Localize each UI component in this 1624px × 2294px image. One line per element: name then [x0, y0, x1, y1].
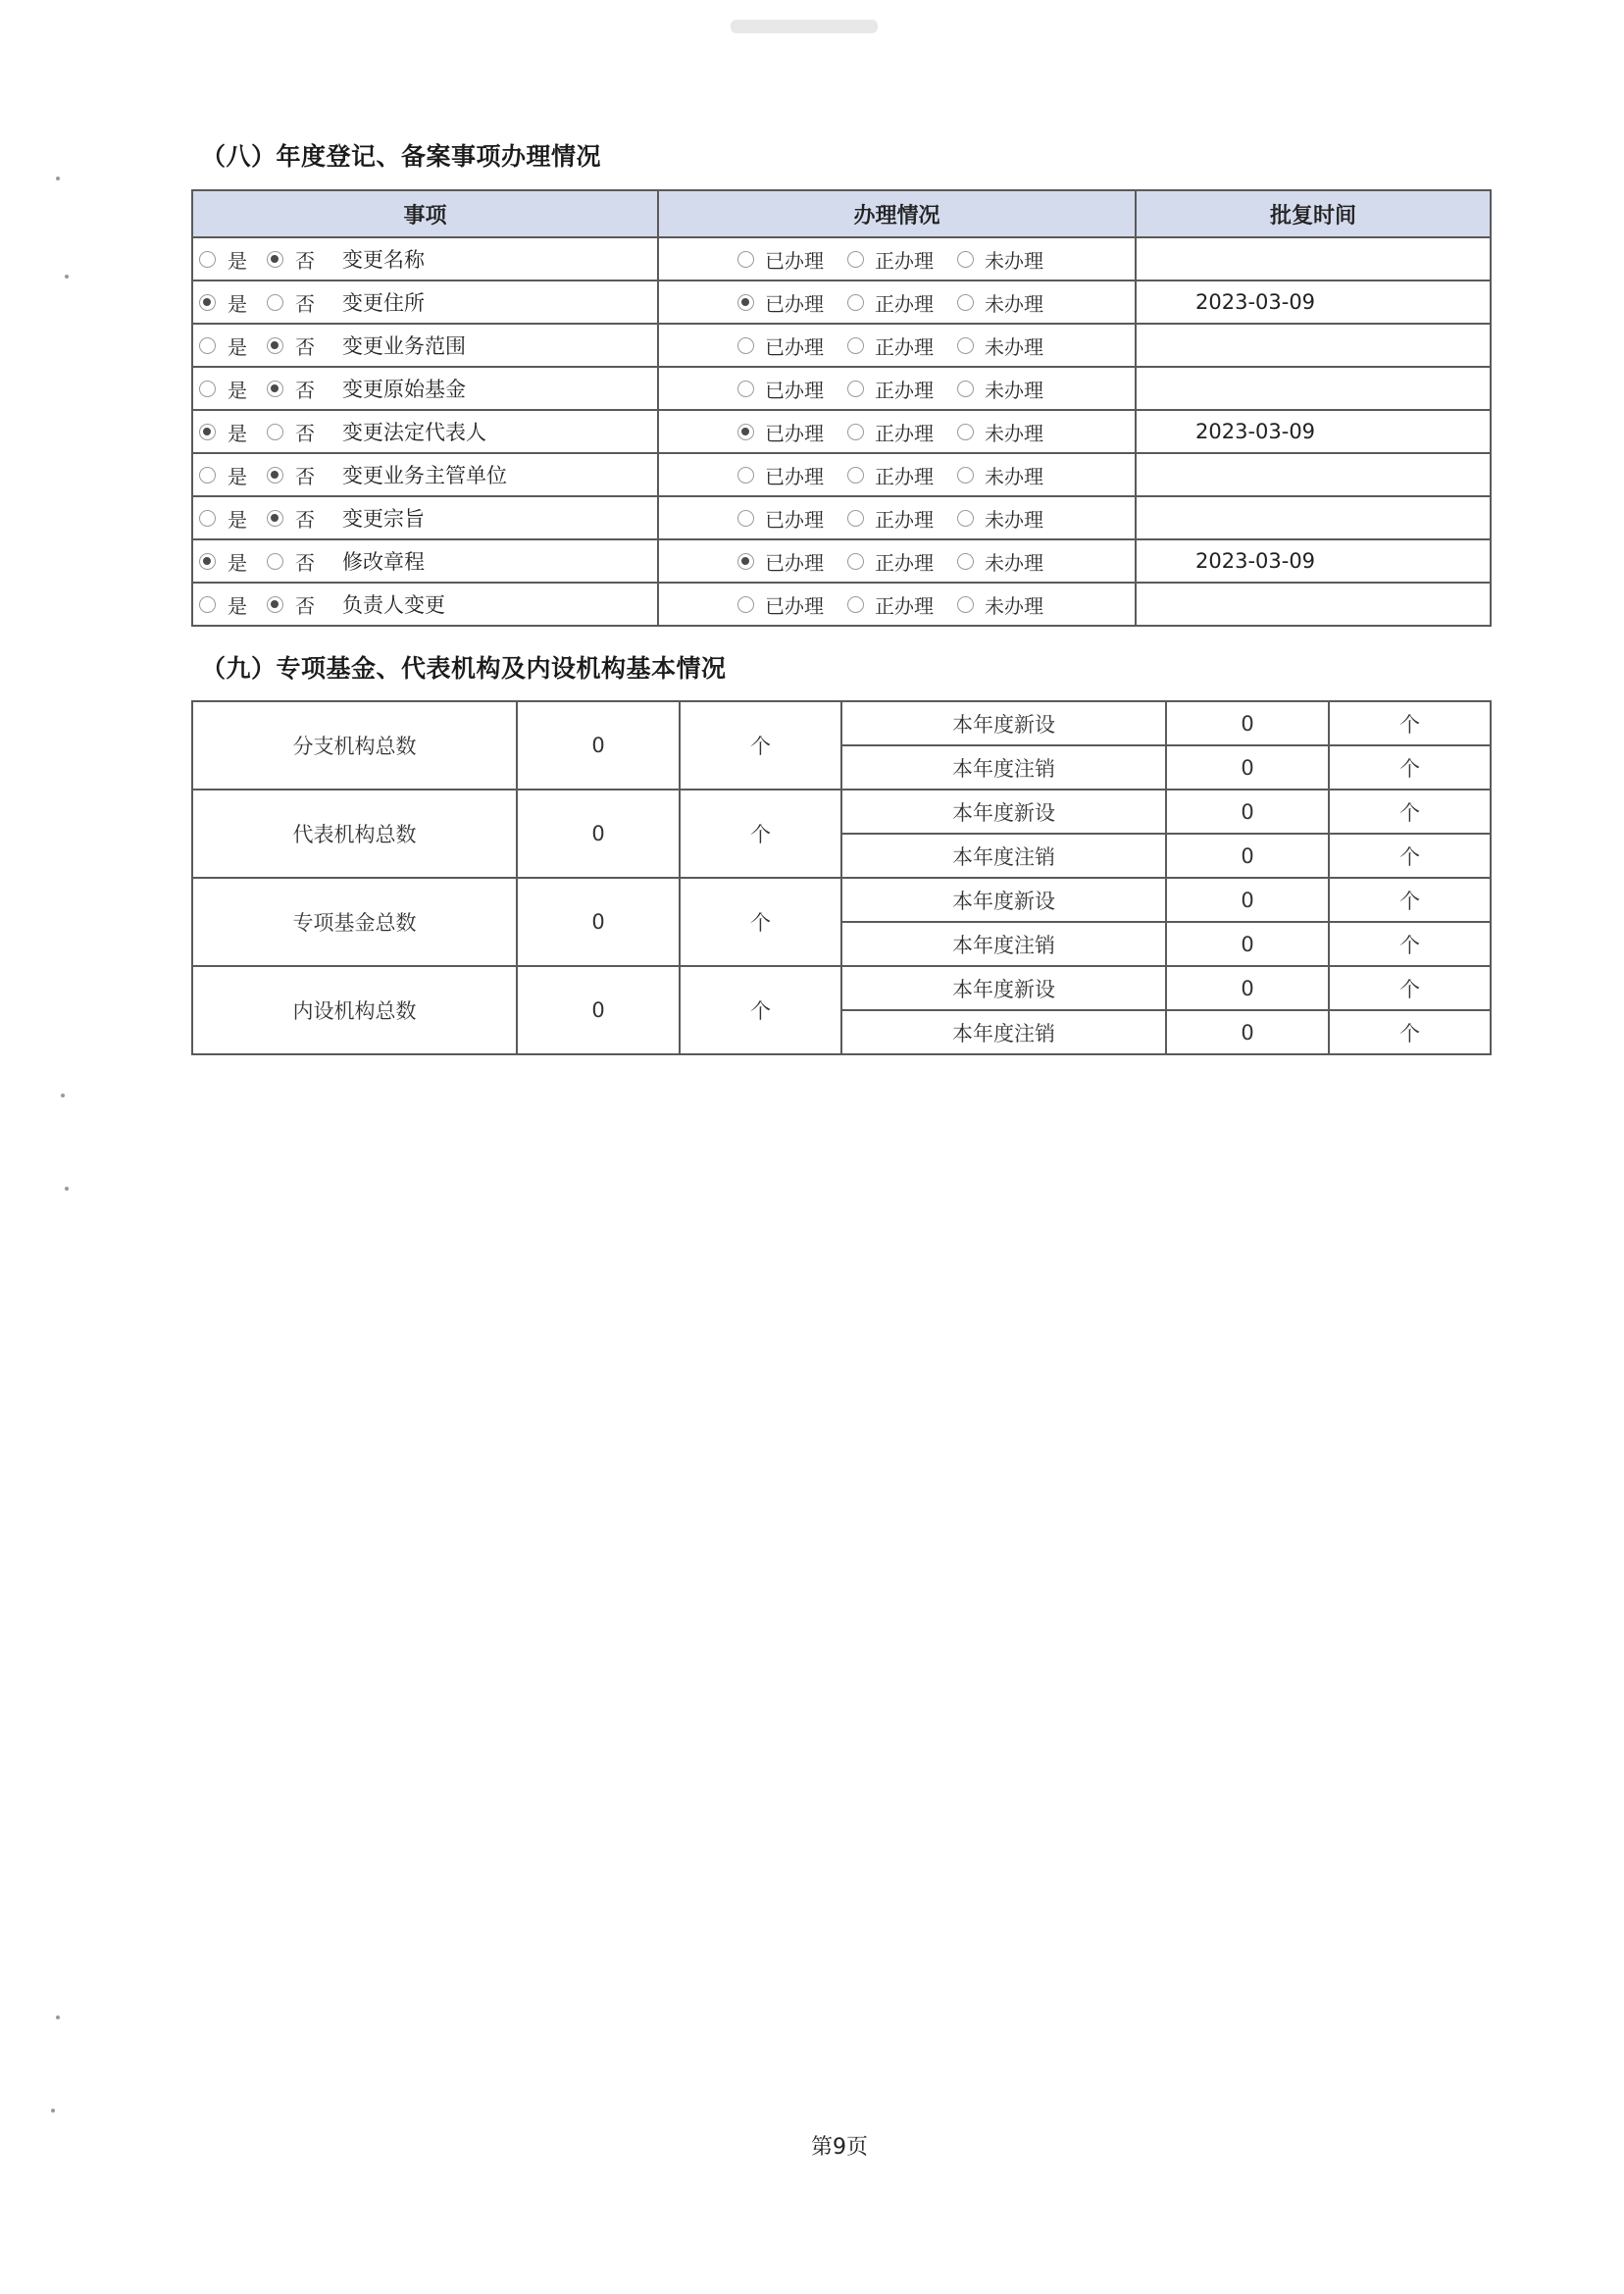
- item-cell: [192, 453, 658, 496]
- status-not-done-label: 未办理: [985, 378, 1043, 402]
- status-done-label: 已办理: [765, 378, 824, 402]
- item-cell: [192, 539, 658, 583]
- institution-type: 专项基金总数: [192, 878, 517, 966]
- status-done-radio[interactable]: [737, 381, 754, 397]
- item-name: 负责人变更: [342, 593, 445, 617]
- item-cell: [192, 324, 658, 367]
- status-cell: [658, 410, 1136, 453]
- table-row: [192, 280, 1491, 324]
- registration-table: [191, 189, 1492, 627]
- unit-label: 个: [680, 878, 841, 966]
- status-in-progress-label: 正办理: [875, 550, 934, 575]
- yes-no-group: [193, 460, 657, 489]
- status-not-done-radio[interactable]: [957, 596, 974, 613]
- status-not-done-radio[interactable]: [957, 424, 974, 440]
- status-not-done-label: 未办理: [985, 334, 1043, 359]
- status-group: [659, 461, 1135, 489]
- item-name: 变更业务范围: [342, 334, 466, 358]
- status-group: [659, 331, 1135, 360]
- status-cell: [658, 324, 1136, 367]
- status-in-progress-label: 正办理: [875, 507, 934, 532]
- table-row: [192, 324, 1491, 367]
- status-not-done-label: 未办理: [985, 421, 1043, 445]
- item-cell: [192, 280, 658, 324]
- yes-label: 是: [228, 291, 247, 316]
- yes-label: 是: [228, 248, 247, 273]
- yes-label: 是: [228, 334, 247, 359]
- status-group: [659, 418, 1135, 446]
- cancel-label: 本年度注销: [841, 745, 1166, 790]
- status-not-done-radio[interactable]: [957, 510, 974, 527]
- no-radio[interactable]: [267, 467, 283, 484]
- header-time: 批复时间: [1136, 190, 1491, 237]
- unit-label: 个: [1329, 966, 1491, 1010]
- yes-no-group: [193, 287, 657, 317]
- approval-time: [1136, 453, 1491, 496]
- cancel-label: 本年度注销: [841, 922, 1166, 966]
- item-name: 变更住所: [342, 291, 425, 315]
- status-in-progress-radio[interactable]: [847, 510, 864, 527]
- new-count: 0: [1166, 966, 1329, 1010]
- header-item: 事项: [192, 190, 658, 237]
- cancel-count: 0: [1166, 834, 1329, 878]
- table-row: [192, 496, 1491, 539]
- scan-speck: [56, 177, 60, 180]
- yes-radio[interactable]: [199, 467, 216, 484]
- item-name: 变更业务主管单位: [342, 464, 507, 487]
- yes-no-group: [193, 589, 657, 619]
- status-group: [659, 375, 1135, 403]
- status-done-radio[interactable]: [737, 596, 754, 613]
- cancel-label: 本年度注销: [841, 1010, 1166, 1054]
- status-done-label: 已办理: [765, 248, 824, 273]
- status-in-progress-radio[interactable]: [847, 251, 864, 268]
- yes-label: 是: [228, 378, 247, 402]
- approval-time: [1136, 237, 1491, 280]
- no-label: 否: [295, 378, 315, 402]
- item-cell: [192, 237, 658, 280]
- approval-time: [1136, 367, 1491, 410]
- approval-time: [1136, 496, 1491, 539]
- item-name: 修改章程: [342, 550, 425, 574]
- status-in-progress-radio[interactable]: [847, 553, 864, 570]
- table-row: [192, 539, 1491, 583]
- yes-no-group: [193, 374, 657, 403]
- approval-time: [1136, 583, 1491, 626]
- item-name: 变更法定代表人: [342, 421, 486, 444]
- status-in-progress-label: 正办理: [875, 378, 934, 402]
- status-cell: [658, 367, 1136, 410]
- status-done-label: 已办理: [765, 550, 824, 575]
- unit-label: 个: [1329, 790, 1491, 834]
- status-in-progress-radio[interactable]: [847, 381, 864, 397]
- new-label: 本年度新设: [841, 701, 1166, 745]
- item-name: 变更原始基金: [342, 378, 466, 401]
- section-9-title: （九）专项基金、代表机构及内设机构基本情况: [201, 654, 727, 683]
- status-done-label: 已办理: [765, 421, 824, 445]
- status-not-done-radio[interactable]: [957, 553, 974, 570]
- status-done-label: 已办理: [765, 507, 824, 532]
- table-row: [192, 966, 1491, 1010]
- status-not-done-label: 未办理: [985, 507, 1043, 532]
- yes-no-group: [193, 417, 657, 446]
- yes-radio[interactable]: [199, 294, 216, 311]
- yes-radio[interactable]: [199, 337, 216, 354]
- table-row: [192, 701, 1491, 745]
- institutions-table: [191, 700, 1492, 1055]
- item-cell: [192, 496, 658, 539]
- item-cell: [192, 410, 658, 453]
- institution-total: 0: [517, 878, 680, 966]
- status-group: [659, 590, 1135, 619]
- status-done-label: 已办理: [765, 464, 824, 488]
- item-cell: [192, 367, 658, 410]
- table-row: [192, 367, 1491, 410]
- status-done-radio[interactable]: [737, 510, 754, 527]
- scan-speck: [65, 275, 69, 279]
- status-done-radio[interactable]: [737, 251, 754, 268]
- new-count: 0: [1166, 878, 1329, 922]
- status-done-label: 已办理: [765, 334, 824, 359]
- status-in-progress-radio[interactable]: [847, 596, 864, 613]
- yes-label: 是: [228, 550, 247, 575]
- yes-no-group: [193, 244, 657, 274]
- status-not-done-radio[interactable]: [957, 337, 974, 354]
- status-group: [659, 547, 1135, 576]
- status-in-progress-radio[interactable]: [847, 294, 864, 311]
- status-in-progress-radio[interactable]: [847, 424, 864, 440]
- status-in-progress-label: 正办理: [875, 421, 934, 445]
- status-done-label: 已办理: [765, 291, 824, 316]
- status-cell: [658, 539, 1136, 583]
- status-in-progress-label: 正办理: [875, 464, 934, 488]
- item-cell: [192, 583, 658, 626]
- yes-radio[interactable]: [199, 381, 216, 397]
- status-not-done-label: 未办理: [985, 464, 1043, 488]
- new-label: 本年度新设: [841, 790, 1166, 834]
- no-label: 否: [295, 334, 315, 359]
- status-group: [659, 504, 1135, 533]
- no-label: 否: [295, 507, 315, 532]
- item-name: 变更宗旨: [342, 507, 425, 531]
- table-row: [192, 583, 1491, 626]
- new-count: 0: [1166, 790, 1329, 834]
- status-done-radio[interactable]: [737, 294, 754, 311]
- unit-label: 个: [1329, 878, 1491, 922]
- no-label: 否: [295, 248, 315, 273]
- unit-label: 个: [680, 790, 841, 878]
- page-number: 第9页: [811, 2135, 868, 2160]
- status-not-done-label: 未办理: [985, 593, 1043, 618]
- status-in-progress-label: 正办理: [875, 593, 934, 618]
- scan-speck: [61, 1094, 65, 1097]
- status-group: [659, 288, 1135, 317]
- unit-label: 个: [1329, 701, 1491, 745]
- yes-label: 是: [228, 507, 247, 532]
- cancel-label: 本年度注销: [841, 834, 1166, 878]
- status-in-progress-label: 正办理: [875, 334, 934, 359]
- status-not-done-radio[interactable]: [957, 381, 974, 397]
- unit-label: 个: [1329, 834, 1491, 878]
- yes-radio[interactable]: [199, 424, 216, 440]
- status-in-progress-label: 正办理: [875, 248, 934, 273]
- no-radio[interactable]: [267, 424, 283, 440]
- yes-radio[interactable]: [199, 553, 216, 570]
- institution-total: 0: [517, 790, 680, 878]
- unit-label: 个: [1329, 1010, 1491, 1054]
- institution-total: 0: [517, 701, 680, 790]
- unit-label: 个: [1329, 745, 1491, 790]
- scan-speck: [65, 1187, 69, 1191]
- approval-time: 2023-03-09: [1136, 280, 1491, 324]
- no-radio[interactable]: [267, 251, 283, 268]
- institution-total: 0: [517, 966, 680, 1054]
- table-header: [192, 190, 1491, 237]
- status-cell: [658, 453, 1136, 496]
- status-in-progress-label: 正办理: [875, 291, 934, 316]
- status-not-done-label: 未办理: [985, 248, 1043, 273]
- unit-label: 个: [680, 966, 841, 1054]
- scan-speck: [56, 2015, 60, 2019]
- new-count: 0: [1166, 701, 1329, 745]
- header-status: 办理情况: [658, 190, 1136, 237]
- no-label: 否: [295, 464, 315, 488]
- status-done-radio[interactable]: [737, 467, 754, 484]
- approval-time: 2023-03-09: [1136, 539, 1491, 583]
- item-name: 变更名称: [342, 248, 425, 272]
- status-done-label: 已办理: [765, 593, 824, 618]
- table-row: [192, 237, 1491, 280]
- unit-label: 个: [680, 701, 841, 790]
- no-label: 否: [295, 593, 315, 618]
- table-row: [192, 453, 1491, 496]
- approval-time: 2023-03-09: [1136, 410, 1491, 453]
- yes-no-group: [193, 503, 657, 533]
- status-cell: [658, 237, 1136, 280]
- institution-type: 代表机构总数: [192, 790, 517, 878]
- no-label: 否: [295, 291, 315, 316]
- status-not-done-label: 未办理: [985, 291, 1043, 316]
- scan-speck: [51, 2109, 55, 2113]
- yes-radio[interactable]: [199, 251, 216, 268]
- status-in-progress-radio[interactable]: [847, 337, 864, 354]
- new-label: 本年度新设: [841, 878, 1166, 922]
- cancel-count: 0: [1166, 922, 1329, 966]
- status-done-radio[interactable]: [737, 553, 754, 570]
- table-row: [192, 790, 1491, 834]
- cancel-count: 0: [1166, 1010, 1329, 1054]
- yes-radio[interactable]: [199, 596, 216, 613]
- yes-label: 是: [228, 464, 247, 488]
- status-done-radio[interactable]: [737, 337, 754, 354]
- cancel-count: 0: [1166, 745, 1329, 790]
- status-done-radio[interactable]: [737, 424, 754, 440]
- no-radio[interactable]: [267, 553, 283, 570]
- no-radio[interactable]: [267, 337, 283, 354]
- yes-no-group: [193, 331, 657, 360]
- status-cell: [658, 280, 1136, 324]
- status-cell: [658, 496, 1136, 539]
- no-radio[interactable]: [267, 596, 283, 613]
- no-radio[interactable]: [267, 381, 283, 397]
- status-not-done-label: 未办理: [985, 550, 1043, 575]
- scan-artifact: [731, 20, 878, 33]
- yes-label: 是: [228, 593, 247, 618]
- no-radio[interactable]: [267, 294, 283, 311]
- new-label: 本年度新设: [841, 966, 1166, 1010]
- no-radio[interactable]: [267, 510, 283, 527]
- no-label: 否: [295, 421, 315, 445]
- yes-radio[interactable]: [199, 510, 216, 527]
- institution-type: 内设机构总数: [192, 966, 517, 1054]
- table-row: [192, 410, 1491, 453]
- yes-label: 是: [228, 421, 247, 445]
- status-not-done-radio[interactable]: [957, 467, 974, 484]
- status-not-done-radio[interactable]: [957, 251, 974, 268]
- no-label: 否: [295, 550, 315, 575]
- status-in-progress-radio[interactable]: [847, 467, 864, 484]
- yes-no-group: [193, 546, 657, 576]
- table-row: [192, 878, 1491, 922]
- status-not-done-radio[interactable]: [957, 294, 974, 311]
- approval-time: [1136, 324, 1491, 367]
- institution-type: 分支机构总数: [192, 701, 517, 790]
- unit-label: 个: [1329, 922, 1491, 966]
- status-group: [659, 245, 1135, 274]
- status-cell: [658, 583, 1136, 626]
- section-8-title: （八）年度登记、备案事项办理情况: [201, 142, 602, 171]
